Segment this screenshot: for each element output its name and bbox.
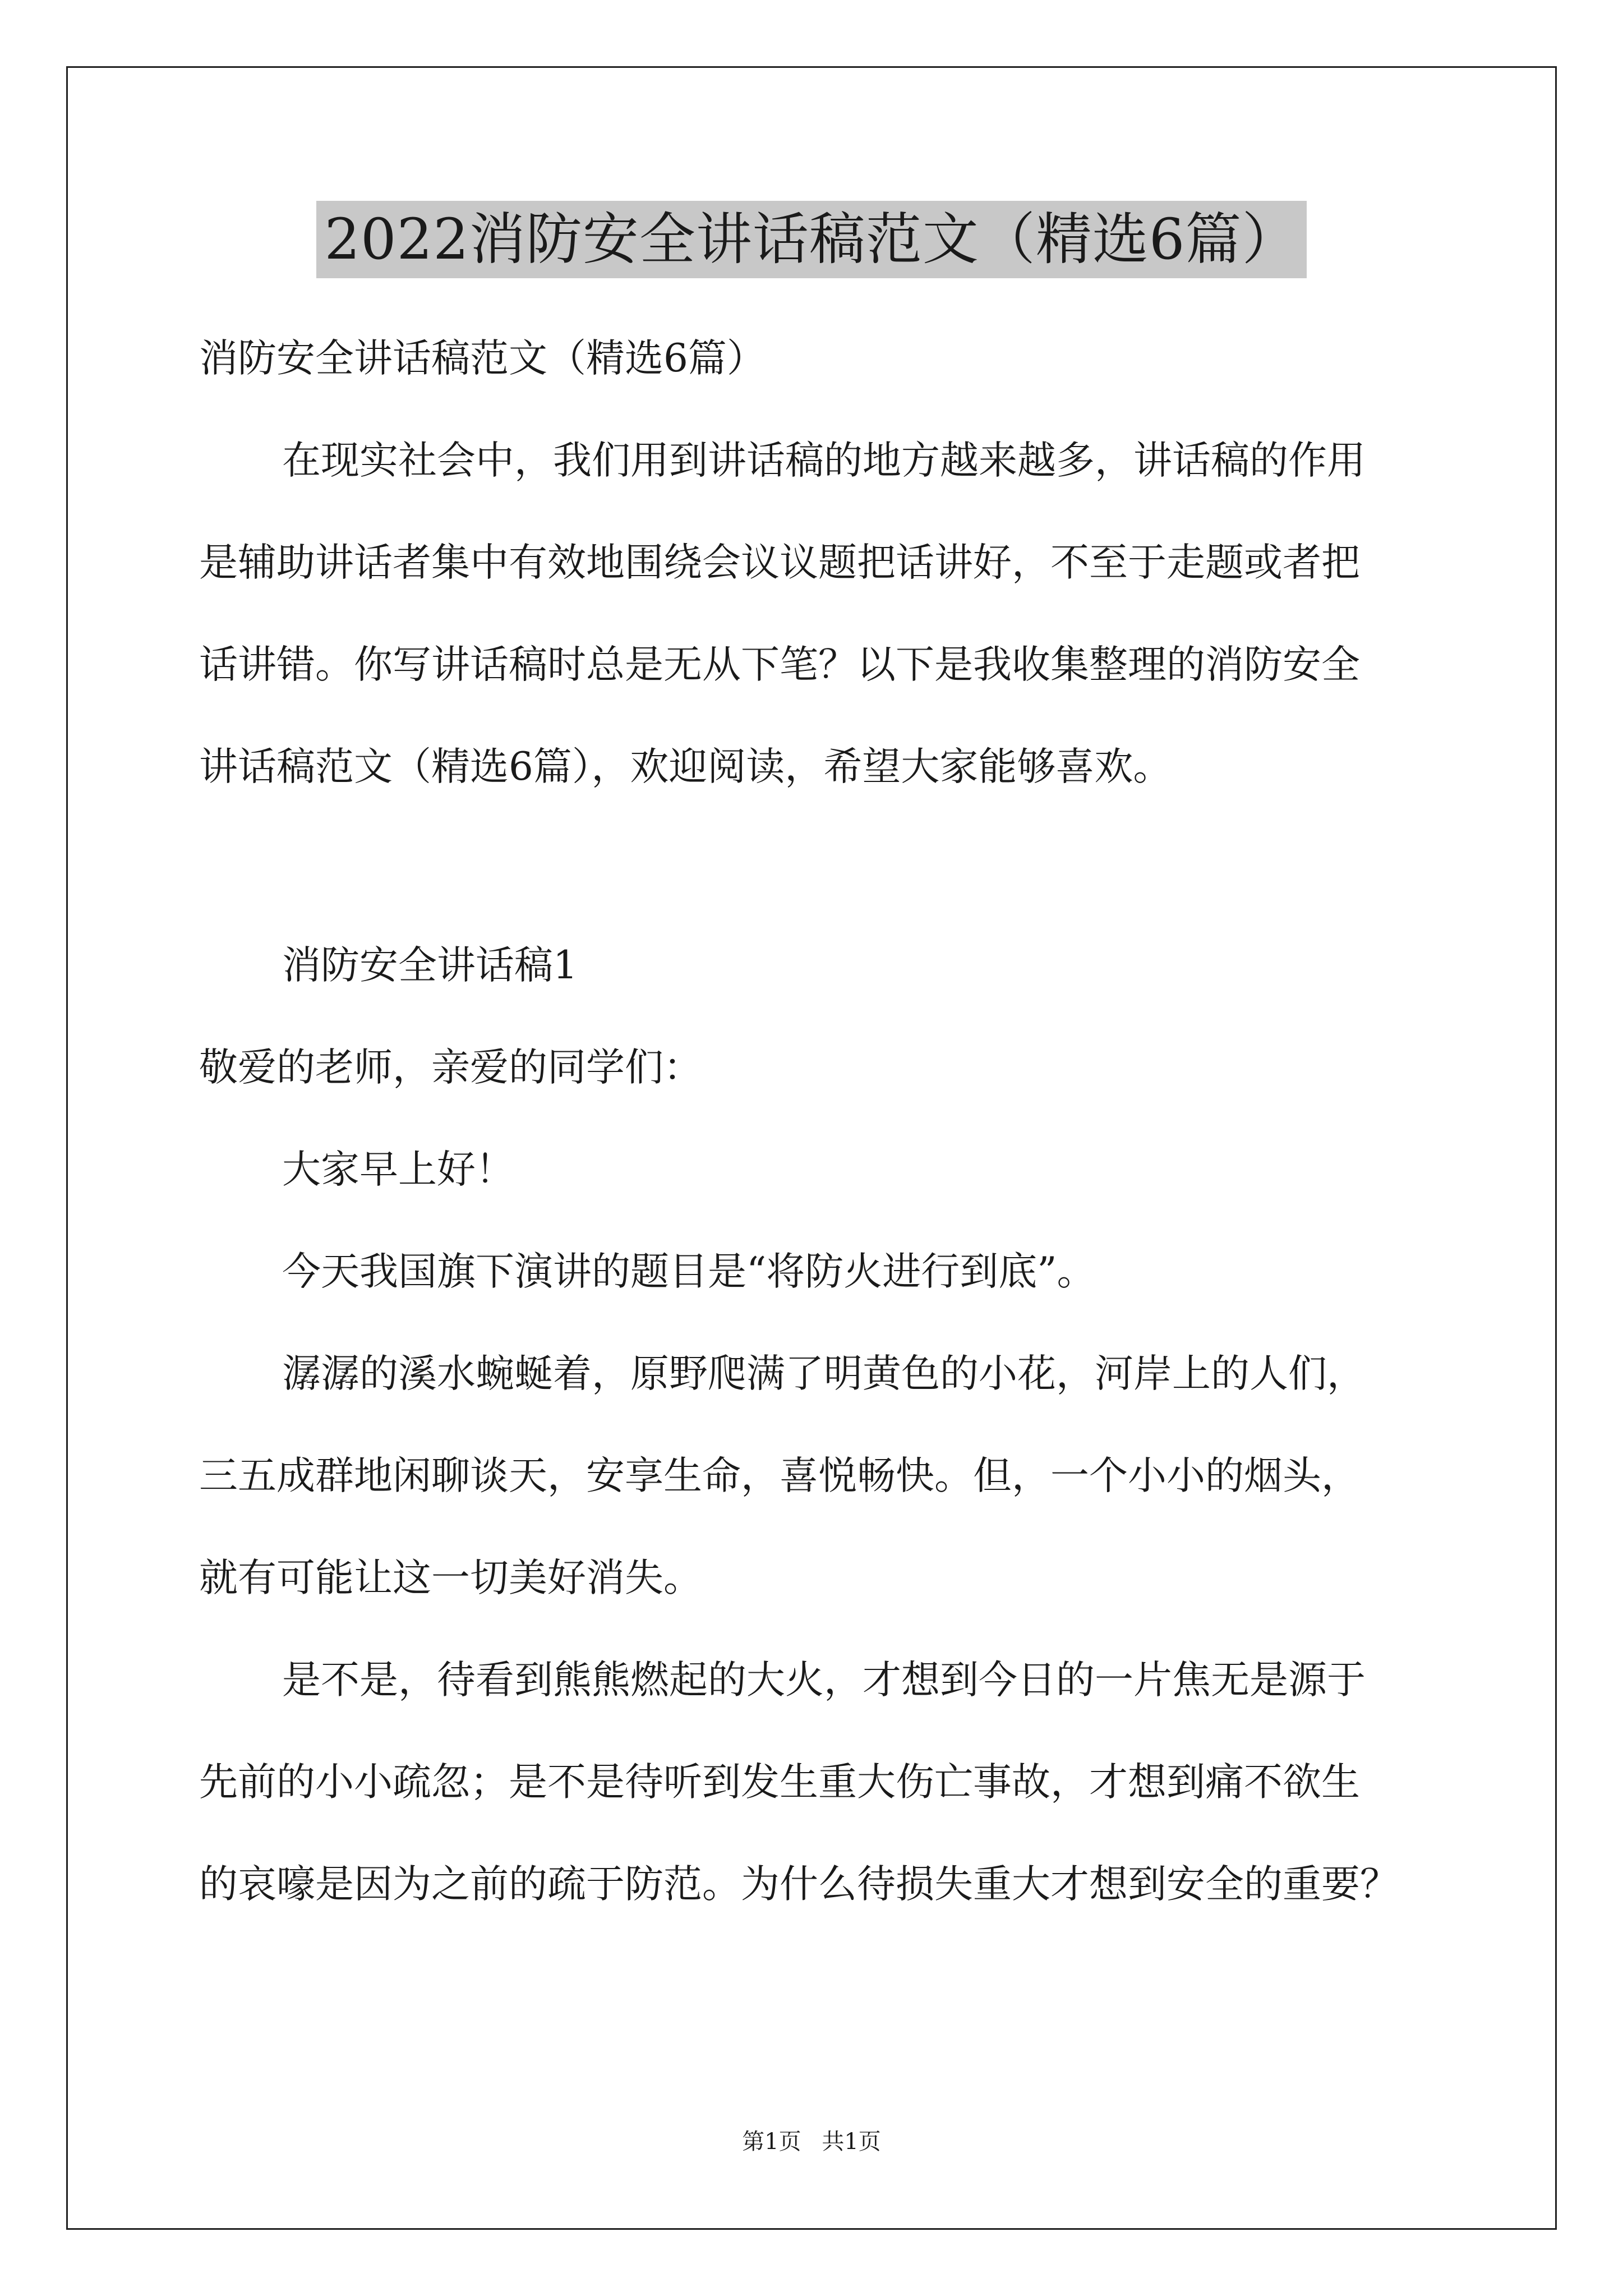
paragraph-line: 先前的小小疏忽；是不是待听到发生重大伤亡事故，才想到痛不欲生 — [199, 1760, 1360, 1805]
paragraph-line: 讲话稿范文（精选6篇），欢迎阅读，希望大家能够喜欢。 — [199, 744, 1172, 789]
section-heading: 消防安全讲话稿1 — [282, 943, 578, 988]
page-footer — [0, 2126, 1623, 2157]
paragraph-line: 是不是，待看到熊熊燃起的大火，才想到今日的一片焦无是源于 — [282, 1658, 1366, 1703]
page-number: 第1页 — [742, 2129, 801, 2155]
salutation: 敬爱的老师，亲爱的同学们： — [199, 1045, 702, 1090]
paragraph-line: 今天我国旗下演讲的题目是“将防火进行到底”。 — [282, 1249, 1096, 1294]
greeting: 大家早上好！ — [282, 1147, 514, 1192]
title-container — [0, 201, 1623, 278]
document-title: 2022消防安全讲话稿范文（精选6篇） — [316, 201, 1306, 278]
paragraph-line: 话讲错。你写讲话稿时总是无从下笔？以下是我收集整理的消防安全 — [199, 642, 1360, 687]
paragraph-line: 潺潺的溪水蜿蜒着，原野爬满了明黄色的小花，河岸上的人们， — [282, 1351, 1366, 1396]
document-body — [199, 307, 1432, 1935]
paragraph-line: 的哀嚎是因为之前的疏于防范。为什么待损失重大才想到安全的重要？ — [199, 1862, 1399, 1907]
paragraph-gap — [199, 818, 1432, 914]
paragraph-line: 三五成群地闲聊谈天，安享生命，喜悦畅快。但，一个小小的烟头， — [199, 1453, 1360, 1498]
page-total: 共1页 — [822, 2129, 881, 2155]
paragraph-line: 就有可能让这一切美好消失。 — [199, 1556, 702, 1600]
paragraph-line: 在现实社会中，我们用到讲话稿的地方越来越多，讲话稿的作用 — [282, 438, 1366, 483]
paragraph-subtitle: 消防安全讲话稿范文（精选6篇） — [199, 336, 766, 381]
paragraph-line: 是辅助讲话者集中有效地围绕会议议题把话讲好，不至于走题或者把 — [199, 540, 1360, 585]
